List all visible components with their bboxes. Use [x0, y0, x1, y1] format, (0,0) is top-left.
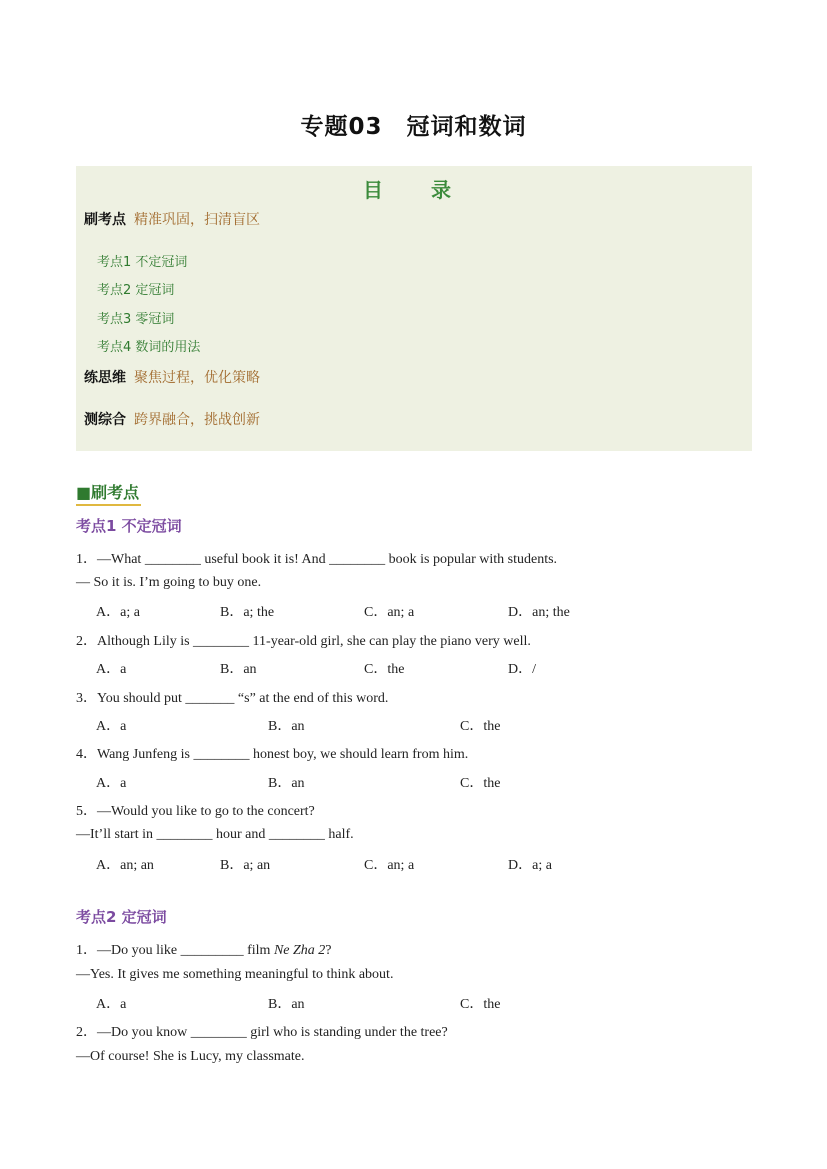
- toc-item-kp3[interactable]: 考点3 零冠词: [97, 312, 175, 327]
- option-b[interactable]: B．an: [268, 776, 305, 791]
- option-a[interactable]: A．a: [96, 662, 127, 677]
- section-heading-practice: [76, 480, 139, 503]
- option-b[interactable]: B．an: [220, 662, 257, 677]
- kp2-title: 考点2 定冠词: [76, 908, 167, 926]
- question-line: —Yes. It gives me something meaningful to think about.: [76, 967, 394, 982]
- option-c[interactable]: C．the: [460, 719, 501, 734]
- option-b[interactable]: B．an: [268, 719, 305, 734]
- option-b[interactable]: B．a; an: [220, 858, 271, 873]
- toc-heading: 目 录: [363, 178, 465, 202]
- toc-section-sub: 精准巩固，扫清盲区: [134, 212, 260, 228]
- question-line: 5．—Would you like to go to the concert?: [76, 804, 315, 819]
- question-line: 4．Wang Junfeng is ________ honest boy, we should learn from him.: [76, 747, 469, 762]
- option-b[interactable]: B．a; the: [220, 605, 275, 620]
- toc-item-kp2[interactable]: 考点2 定冠词: [97, 283, 175, 298]
- heading-underline: [76, 504, 141, 506]
- toc-item-kp4[interactable]: 考点4 数词的用法: [97, 340, 201, 355]
- toc-item-kp1[interactable]: 考点1 不定冠词: [97, 255, 188, 270]
- question-line: 1．—What ________ useful book it is! And ________ book is popular with students.: [76, 552, 558, 567]
- question-line: 2．Although Lily is ________ 11-year-old girl, she can play the piano very well.: [76, 634, 531, 649]
- option-a[interactable]: A．a: [96, 719, 127, 734]
- toc-section-sub: 跨界融合，挑战创新: [134, 412, 260, 428]
- page-title: 专题03 冠词和数词: [300, 114, 527, 140]
- table-of-contents: [76, 166, 752, 451]
- option-a[interactable]: A．a: [96, 997, 127, 1012]
- question-text: 1．—Do you like _________ film: [76, 943, 274, 958]
- toc-section-label: 刷考点: [84, 212, 126, 228]
- toc-section-sub: 聚焦过程，优化策略: [134, 370, 260, 386]
- option-d[interactable]: D．/: [508, 662, 536, 677]
- option-c[interactable]: C．the: [364, 662, 405, 677]
- option-c[interactable]: C．an; a: [364, 605, 415, 620]
- option-d[interactable]: D．an; the: [508, 605, 570, 620]
- section-heading-text: ■刷考点: [76, 483, 140, 502]
- option-c[interactable]: C．the: [460, 776, 501, 791]
- question-line: 2．—Do you know ________ girl who is standing under the tree?: [76, 1025, 448, 1040]
- option-a[interactable]: A．an; an: [96, 858, 154, 873]
- option-d[interactable]: D．a; a: [508, 858, 552, 873]
- question-text: ?: [325, 943, 332, 958]
- question-line: 3．You should put _______ “s” at the end of this word.: [76, 691, 389, 706]
- option-c[interactable]: C．an; a: [364, 858, 415, 873]
- toc-section-label: 测综合: [84, 412, 126, 428]
- option-a[interactable]: A．a; a: [96, 605, 140, 620]
- kp1-title: 考点1 不定冠词: [76, 517, 182, 535]
- toc-section-comprehensive[interactable]: [84, 409, 260, 429]
- option-b[interactable]: B．an: [268, 997, 305, 1012]
- option-c[interactable]: C．the: [460, 997, 501, 1012]
- question-line: [76, 939, 332, 959]
- option-a[interactable]: A．a: [96, 776, 127, 791]
- toc-section-practice[interactable]: [84, 209, 260, 229]
- question-line: —Of course! She is Lucy, my classmate.: [76, 1049, 305, 1064]
- film-title: Ne Zha 2: [273, 943, 326, 958]
- toc-section-label: 练思维: [84, 370, 126, 386]
- question-line: —It’ll start in ________ hour and ________ half.: [76, 827, 354, 842]
- question-line: — So it is. I’m going to buy one.: [76, 575, 262, 590]
- toc-section-thinking[interactable]: [84, 367, 260, 387]
